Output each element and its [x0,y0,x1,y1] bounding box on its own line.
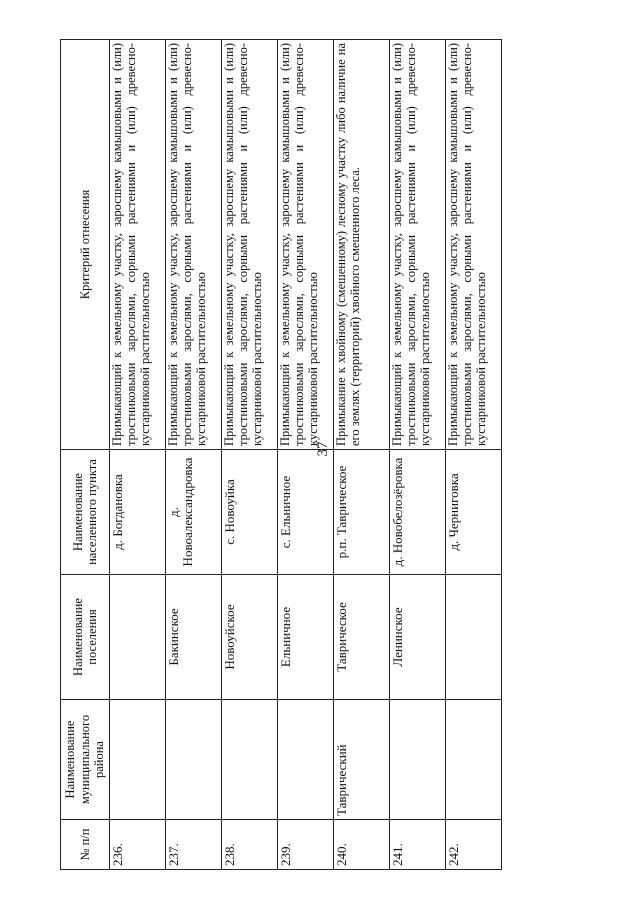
district-cell [222,700,278,820]
header-locality: Наименование населенного пункта [61,450,110,575]
locality-cell: д. Богдановка [110,450,166,575]
settlement-cell [110,575,166,700]
table-row [334,40,390,870]
criterion-cell: Примыкание к хвойному (смешенному) лесному участку либо наличие на его землях (территорий) хвойного смешенного леса. [334,40,390,450]
locality-cell: с. Новоуйка [222,450,278,575]
table-row [390,40,446,870]
settlement-cell: Ленинское [390,575,446,700]
row-number-cell: 238. [222,820,278,870]
locality-cell: д. Черниговка [446,450,502,575]
table-body [110,40,502,870]
header-number: № п/п [61,820,110,870]
row-number-cell: 236. [110,820,166,870]
locality-cell: с. Ельничное [278,450,334,575]
district-cell [110,700,166,820]
settlement-cell: Новоуйское [222,575,278,700]
header-settlement: Наименование поселения [61,575,110,700]
locality-cell: р.п. Таврическое [334,450,390,575]
page-number: 37 [315,441,331,457]
table-row [446,40,502,870]
district-cell [166,700,222,820]
criterion-cell: Примыкающий к земельному участку, заросшему камышовыми и (или) тростниковыми зарослями, сорными растениями и (или) древесно-кустарниковой растительностью [166,40,222,450]
table-row [110,40,166,870]
table-header-row [61,40,110,870]
settlement-cell: Бакинское [166,575,222,700]
header-district: Наименование муниципального района [61,700,110,820]
criterion-cell: Примыкающий к земельному участку, заросшему камышовыми и (или) тростниковыми зарослями, сорными растениями и (или) древесно-кустарниковой растительностью [222,40,278,450]
row-number-cell: 240. [334,820,390,870]
row-number-cell: 241. [390,820,446,870]
locality-cell: д. Новобелозёровка [390,450,446,575]
district-cell [390,700,446,820]
settlement-cell: Таврическое [334,575,390,700]
district-cell [278,700,334,820]
district-cell: Таврический [334,700,390,820]
row-number-cell: 237. [166,820,222,870]
criterion-cell: Примыкающий к земельному участку, заросшему камышовыми и (или) тростниковыми зарослями, сорными растениями и (или) древесно-кустарниковой растительностью [278,40,334,450]
criterion-cell: Примыкающий к земельному участку, заросшему камышовыми и (или) тростниковыми зарослями, сорными растениями и (или) древесно-кустарниковой растительностью [446,40,502,450]
table-row [222,40,278,870]
table-row [278,40,334,870]
criterion-cell: Примыкающий к земельному участку, заросшему камышовыми и (или) тростниковыми зарослями, сорными растениями и (или) древесно-кустарниковой растительностью [390,40,446,450]
row-number-cell: 242. [446,820,502,870]
registry-table-container [60,40,500,870]
locality-cell: д. Новоалександровка [166,450,222,575]
table-row [166,40,222,870]
criterion-cell: Примыкающий к земельному участку, заросшему камышовыми и (или) тростниковыми зарослями, сорными растениями и (или) древесно-кустарниковой растительностью [110,40,166,450]
registry-table [60,39,502,870]
settlement-cell [446,575,502,700]
settlement-cell: Ельничное [278,575,334,700]
district-cell [446,700,502,820]
row-number-cell: 239. [278,820,334,870]
header-criterion: Критерий отнесения [61,40,110,450]
